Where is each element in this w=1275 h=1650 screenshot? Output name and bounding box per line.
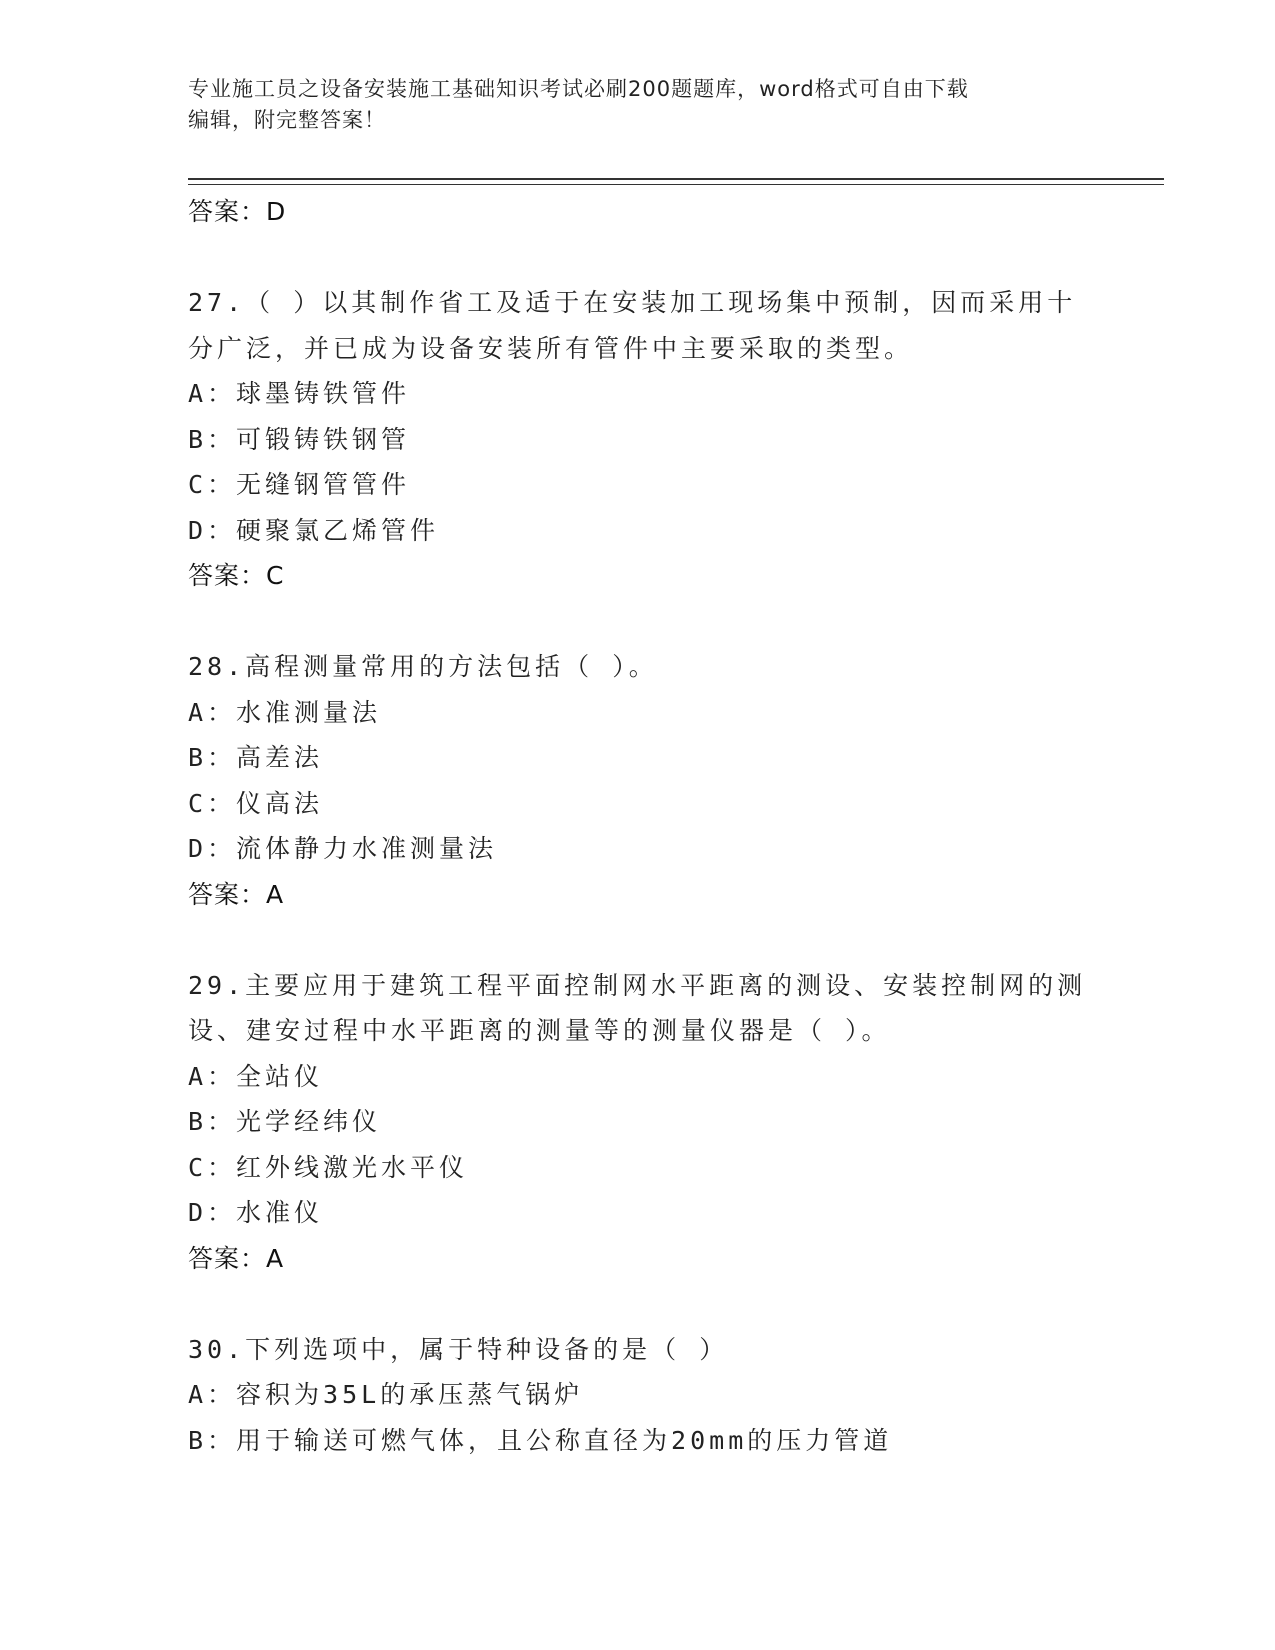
question-text: 27.（ ）以其制作省工及适于在安装加工现场集中预制，因而采用十 (188, 288, 1077, 317)
question-text: 28.高程测量常用的方法包括（ ）。 (188, 652, 658, 681)
header-title-line-2: 编辑，附完整答案！ (188, 108, 386, 132)
question-text: 29.主要应用于建筑工程平面控制网水平距离的测设、安装控制网的测 (188, 970, 1087, 1000)
spacer (188, 235, 1088, 281)
option-c: C：仪高法 (188, 788, 324, 818)
question-block (188, 963, 1088, 1282)
question-block (188, 1327, 1088, 1464)
option-a: A：容积为35L的承压蒸气锅炉 (188, 1380, 584, 1409)
spacer (188, 917, 1088, 963)
option-a: A：全站仪 (188, 1061, 324, 1091)
option-b: B：高差法 (188, 743, 324, 772)
header-rule-thick (188, 178, 1164, 180)
answer-line: 答案：C (188, 561, 285, 590)
answer-line: 答案：D (188, 197, 287, 226)
header-rule-thin (188, 184, 1164, 185)
option-d: D：流体静力水准测量法 (188, 834, 498, 863)
question-text: 分广泛，并已成为设备安装所有管件中主要采取的类型。 (188, 333, 914, 363)
answer-line: 答案：A (188, 879, 285, 909)
question-block (188, 644, 1088, 917)
spacer (188, 1281, 1088, 1327)
option-b: B：用于输送可燃气体，且公称直径为20mm的压力管道 (188, 1425, 893, 1455)
spacer (188, 599, 1088, 645)
option-d: D：水准仪 (188, 1198, 324, 1227)
option-a: A：球墨铸铁管件 (188, 379, 411, 408)
question-text: 设、建安过程中水平距离的测量等的测量仪器是（ ）。 (188, 1016, 891, 1045)
question-list (188, 189, 1088, 1463)
option-c: C：无缝钢管管件 (188, 470, 411, 499)
question-text: 30.下列选项中，属于特种设备的是（ ） (188, 1334, 729, 1364)
document-header (188, 74, 1088, 136)
option-a: A：水准测量法 (188, 697, 382, 727)
option-c: C：红外线激光水平仪 (188, 1152, 469, 1182)
question-block (188, 280, 1088, 599)
header-title-line-1: 专业施工员之设备安装施工基础知识考试必刷200题题库，word格式可自由下载 (188, 77, 969, 101)
option-b: B：可锻铸铁钢管 (188, 424, 411, 454)
option-d: D：硬聚氯乙烯管件 (188, 515, 440, 545)
option-b: B：光学经纬仪 (188, 1107, 382, 1136)
answer-line: 答案：A (188, 1243, 285, 1273)
